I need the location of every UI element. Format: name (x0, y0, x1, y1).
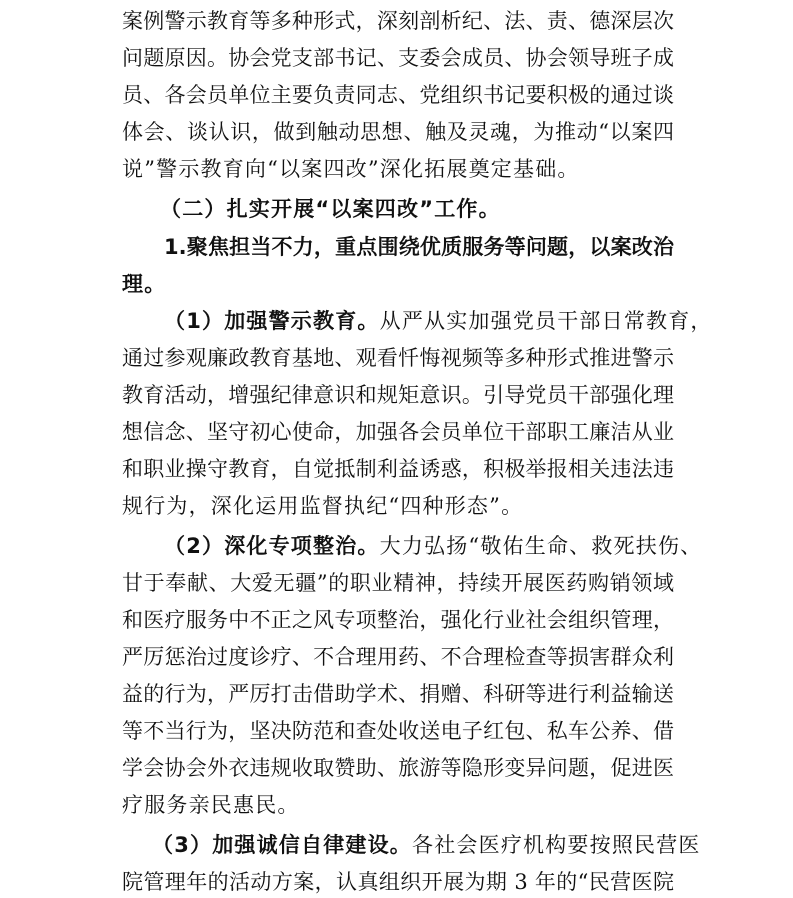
item-title: （1）加强警示教育。 (164, 309, 380, 333)
paragraph-line: 学会协会外衣违规收取赞助、旅游等隐形变异问题，促进医 (122, 756, 674, 780)
point-heading: 1.聚焦担当不力，重点围绕优质服务等问题，以案改治 (164, 235, 674, 259)
paragraph-line: 院管理年的活动方案，认真组织开展为期 3 年的“民营医院 (122, 870, 674, 894)
paragraph-line: 想信念、坚守初心使命，加强各会员单位干部职工廉洁从业 (122, 420, 674, 444)
item-first-line (164, 533, 703, 559)
paragraph-line: 体会、谈认识，做到触动思想、触及灵魂，为推动“以案四 (122, 120, 674, 144)
paragraph-line: 通过参观廉政教育基地、观看忏悔视频等多种形式推进警示 (122, 346, 674, 370)
paragraph-line: 教育活动，增强纪律意识和规矩意识。引导党员干部强化理 (122, 383, 674, 407)
paragraph-line: 说”警示教育向“以案四改”深化拓展奠定基础。 (122, 157, 580, 181)
paragraph-line: 益的行为，严厉打击借助学术、捐赠、科研等进行利益输送 (122, 682, 674, 706)
item-title: （3）加强诚信自律建设。 (152, 833, 413, 857)
paragraph-line: 和医疗服务中不正之风专项整治，强化行业社会组织管理， (122, 608, 674, 632)
item-text: 从严从实加强党员干部日常教育， (379, 309, 713, 333)
item-title: （2）深化专项整治。 (164, 534, 380, 558)
section-heading: （二）扎实开展“以案四改”工作。 (160, 197, 501, 221)
paragraph-line: 疗服务亲民惠民。 (122, 793, 300, 817)
paragraph-line: 和职业操守教育，自觉抵制利益诱惑，积极举报相关违法违 (122, 457, 674, 481)
item-first-line (164, 308, 713, 334)
item-first-line (152, 832, 701, 858)
paragraph-line: 问题原因。协会党支部书记、支委会成员、协会领导班子成 (122, 46, 674, 70)
item-text: 大力弘扬“敬佑生命、救死扶伤、 (379, 534, 703, 558)
item-text: 各社会医疗机构要按照民营医 (412, 833, 701, 857)
point-heading-cont: 理。 (122, 272, 167, 296)
paragraph-line: 员、各会员单位主要负责同志、党组织书记要积极的通过谈 (122, 83, 674, 107)
paragraph-line: 等不当行为，坚决防范和查处收送电子红包、私车公养、借 (122, 719, 674, 743)
paragraph-line: 甘于奉献、大爱无疆”的职业精神，持续开展医药购销领域 (122, 571, 674, 595)
paragraph-line: 案例警示教育等多种形式，深刻剖析纪、法、责、德深层次 (122, 9, 674, 33)
paragraph-line: 规行为，深化运用监督执纪“四种形态”。 (122, 494, 524, 518)
paragraph-line: 严厉惩治过度诊疗、不合理用药、不合理检查等损害群众利 (122, 645, 674, 669)
